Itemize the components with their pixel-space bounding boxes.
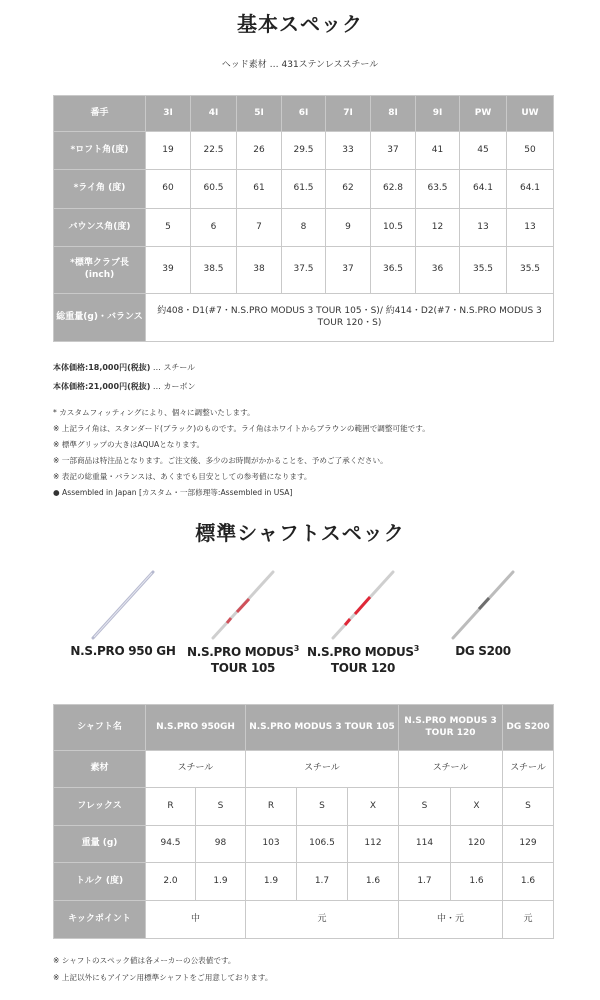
table-cell: 112 xyxy=(348,826,399,863)
table-cell: 12 xyxy=(416,209,460,247)
table-cell: 元 xyxy=(503,901,554,939)
shaft-card-modus105 xyxy=(183,566,303,676)
price-label: 本体価格:21,000円(税抜) xyxy=(53,382,151,391)
row-label: 総重量(g)・バランス xyxy=(54,294,146,342)
header-cell: UW xyxy=(507,96,554,132)
table-cell: 106.5 xyxy=(297,826,348,863)
torque-row xyxy=(54,863,554,901)
shaft-modus120-icon xyxy=(303,566,423,644)
header-cell: PW xyxy=(460,96,507,132)
table-cell: 60 xyxy=(146,170,191,209)
table-cell: 1.9 xyxy=(246,863,297,901)
table-cell: 36 xyxy=(416,247,460,294)
bounce-row xyxy=(54,209,554,247)
basic-spec-title: 基本スペック xyxy=(237,12,363,36)
lie-row xyxy=(54,170,554,209)
header-cell: N.S.PRO 950GH xyxy=(146,705,246,751)
table-cell: 29.5 xyxy=(282,132,326,170)
shaft-card-dgs200 xyxy=(423,566,543,660)
table-cell: 35.5 xyxy=(507,247,554,294)
shaft-dgs200-icon xyxy=(423,566,543,644)
table-cell: 114 xyxy=(399,826,451,863)
table-cell: 94.5 xyxy=(146,826,196,863)
table-cell: 7 xyxy=(237,209,282,247)
table-cell: X xyxy=(348,788,399,826)
header-cell: N.S.PRO MODUS 3 TOUR 120 xyxy=(399,705,503,751)
table-cell: 中 xyxy=(146,901,246,939)
table-cell: 1.6 xyxy=(348,863,399,901)
note-item: ※ 一部商品は特注品となります。ご注文後、多少のお時間がかかることを、予めご了承ください。 xyxy=(53,456,388,465)
weight-balance-value: 約408・D1(#7・N.S.PRO MODUS 3 TOUR 105・S)/ 約414・D2(#7・N.S.PRO MODUS 3 TOUR 120・S) xyxy=(146,294,554,342)
header-cell: N.S.PRO MODUS 3 TOUR 105 xyxy=(246,705,399,751)
head-material: ヘッド素材 … 431ステンレススチール xyxy=(221,60,379,70)
table-cell: 61 xyxy=(237,170,282,209)
price-label: 本体価格:18,000円(税抜) xyxy=(53,363,151,372)
table-cell: 13 xyxy=(507,209,554,247)
row-label: 重量 (g) xyxy=(54,826,146,863)
weight-row xyxy=(54,826,554,863)
table-cell: 5 xyxy=(146,209,191,247)
table-cell: 2.0 xyxy=(146,863,196,901)
header-cell: DG S200 xyxy=(503,705,554,751)
table-cell: 1.6 xyxy=(503,863,554,901)
table-cell: 98 xyxy=(196,826,246,863)
table-cell: 1.6 xyxy=(451,863,503,901)
table-cell: 8 xyxy=(282,209,326,247)
table-cell: 33 xyxy=(326,132,371,170)
row-label: *ロフト角(度) xyxy=(54,132,146,170)
header-cell: 9I xyxy=(416,96,460,132)
header-cell: 4I xyxy=(191,96,237,132)
table-cell: 38.5 xyxy=(191,247,237,294)
shaft-950gh-icon xyxy=(63,566,183,644)
table-cell: R xyxy=(246,788,297,826)
table-cell: 129 xyxy=(503,826,554,863)
row-label: キックポイント xyxy=(54,901,146,939)
table-cell: 13 xyxy=(460,209,507,247)
table-cell: 63.5 xyxy=(416,170,460,209)
table-cell: R xyxy=(146,788,196,826)
loft-row xyxy=(54,132,554,170)
table-cell: スチール xyxy=(246,751,399,788)
shaft-name: DG S200 xyxy=(455,644,511,658)
table-cell: S xyxy=(196,788,246,826)
note-item: * カスタムフィッティングにより、個々に調整いたします。 xyxy=(53,408,255,417)
row-label: バウンス角(度) xyxy=(54,209,146,247)
table-cell: 22.5 xyxy=(191,132,237,170)
price-suffix: … カーボン xyxy=(150,382,196,391)
weight-balance-row xyxy=(54,294,554,342)
footnote-item: ※ シャフトのスペック値は各メーカーの公表値です。 xyxy=(53,956,236,965)
table-cell: 39 xyxy=(146,247,191,294)
basic-header-row xyxy=(54,96,554,132)
table-cell: 60.5 xyxy=(191,170,237,209)
shaft-spec-title: 標準シャフトスペック xyxy=(195,521,405,545)
shaft-spec-table xyxy=(53,704,554,939)
table-cell: 103 xyxy=(246,826,297,863)
row-label: フレックス xyxy=(54,788,146,826)
table-cell: 19 xyxy=(146,132,191,170)
header-cell: 3I xyxy=(146,96,191,132)
table-cell: 36.5 xyxy=(371,247,416,294)
table-cell: 9 xyxy=(326,209,371,247)
row-label: トルク (度) xyxy=(54,863,146,901)
table-cell: 1.7 xyxy=(399,863,451,901)
shaft-card-950gh xyxy=(63,566,183,660)
kickpoint-row xyxy=(54,901,554,939)
table-cell: スチール xyxy=(503,751,554,788)
table-cell: 41 xyxy=(416,132,460,170)
header-cell: 番手 xyxy=(54,96,146,132)
table-cell: S xyxy=(297,788,348,826)
header-cell: 8I xyxy=(371,96,416,132)
table-cell: 62.8 xyxy=(371,170,416,209)
header-cell: 6I xyxy=(282,96,326,132)
header-cell: 5I xyxy=(237,96,282,132)
table-cell: 元 xyxy=(246,901,399,939)
table-cell: 64.1 xyxy=(507,170,554,209)
flex-row xyxy=(54,788,554,826)
header-cell: シャフト名 xyxy=(54,705,146,751)
table-cell: 64.1 xyxy=(460,170,507,209)
price-suffix: … スチール xyxy=(150,363,196,372)
note-item: ※ 標準グリップの大きはAQUAとなります。 xyxy=(53,440,205,449)
table-cell: スチール xyxy=(399,751,503,788)
table-cell: 38 xyxy=(237,247,282,294)
table-cell: 1.9 xyxy=(196,863,246,901)
table-cell: 45 xyxy=(460,132,507,170)
table-cell: 10.5 xyxy=(371,209,416,247)
table-cell: 120 xyxy=(451,826,503,863)
length-row xyxy=(54,247,554,294)
table-cell: 62 xyxy=(326,170,371,209)
note-item: ※ 上記ライ角は、スタンダード(ブラック)のものです。ライ角はホワイトからブラウンの範囲で調整可能です。 xyxy=(53,424,430,433)
material-row xyxy=(54,751,554,788)
price-steel xyxy=(53,362,195,373)
table-cell: 37.5 xyxy=(282,247,326,294)
table-cell: S xyxy=(399,788,451,826)
table-cell: 61.5 xyxy=(282,170,326,209)
shaft-modus105-icon xyxy=(183,566,303,644)
table-cell: 中・元 xyxy=(399,901,503,939)
table-cell: 35.5 xyxy=(460,247,507,294)
note-item: ● Assembled in Japan [カスタム・一部修理等:Assembled in USA] xyxy=(53,488,293,497)
table-cell: S xyxy=(503,788,554,826)
header-cell: 7I xyxy=(326,96,371,132)
shaft-name: N.S.PRO MODUS$^3$ TOUR 120 xyxy=(306,644,420,675)
table-cell: スチール xyxy=(146,751,246,788)
row-label: 素材 xyxy=(54,751,146,788)
shaft-name: N.S.PRO 950 GH xyxy=(70,644,176,658)
note-item: ※ 表記の総重量・バランスは、あくまでも目安としての参考値になります。 xyxy=(53,472,312,481)
shaft-header-row xyxy=(54,705,554,751)
table-cell: 6 xyxy=(191,209,237,247)
row-label: *標準クラブ長 (inch) xyxy=(54,247,146,294)
table-cell: 1.7 xyxy=(297,863,348,901)
row-label: *ライ角 (度) xyxy=(54,170,146,209)
shaft-name: N.S.PRO MODUS$^3$ TOUR 105 xyxy=(186,644,300,675)
table-cell: 26 xyxy=(237,132,282,170)
basic-spec-table xyxy=(53,95,554,342)
table-cell: 37 xyxy=(326,247,371,294)
shaft-card-modus120 xyxy=(303,566,423,676)
table-cell: X xyxy=(451,788,503,826)
price-carbon xyxy=(53,381,195,392)
footnote-item: ※ 上記以外にもアイアン用標準シャフトをご用意しております。 xyxy=(53,973,273,982)
table-cell: 50 xyxy=(507,132,554,170)
table-cell: 37 xyxy=(371,132,416,170)
